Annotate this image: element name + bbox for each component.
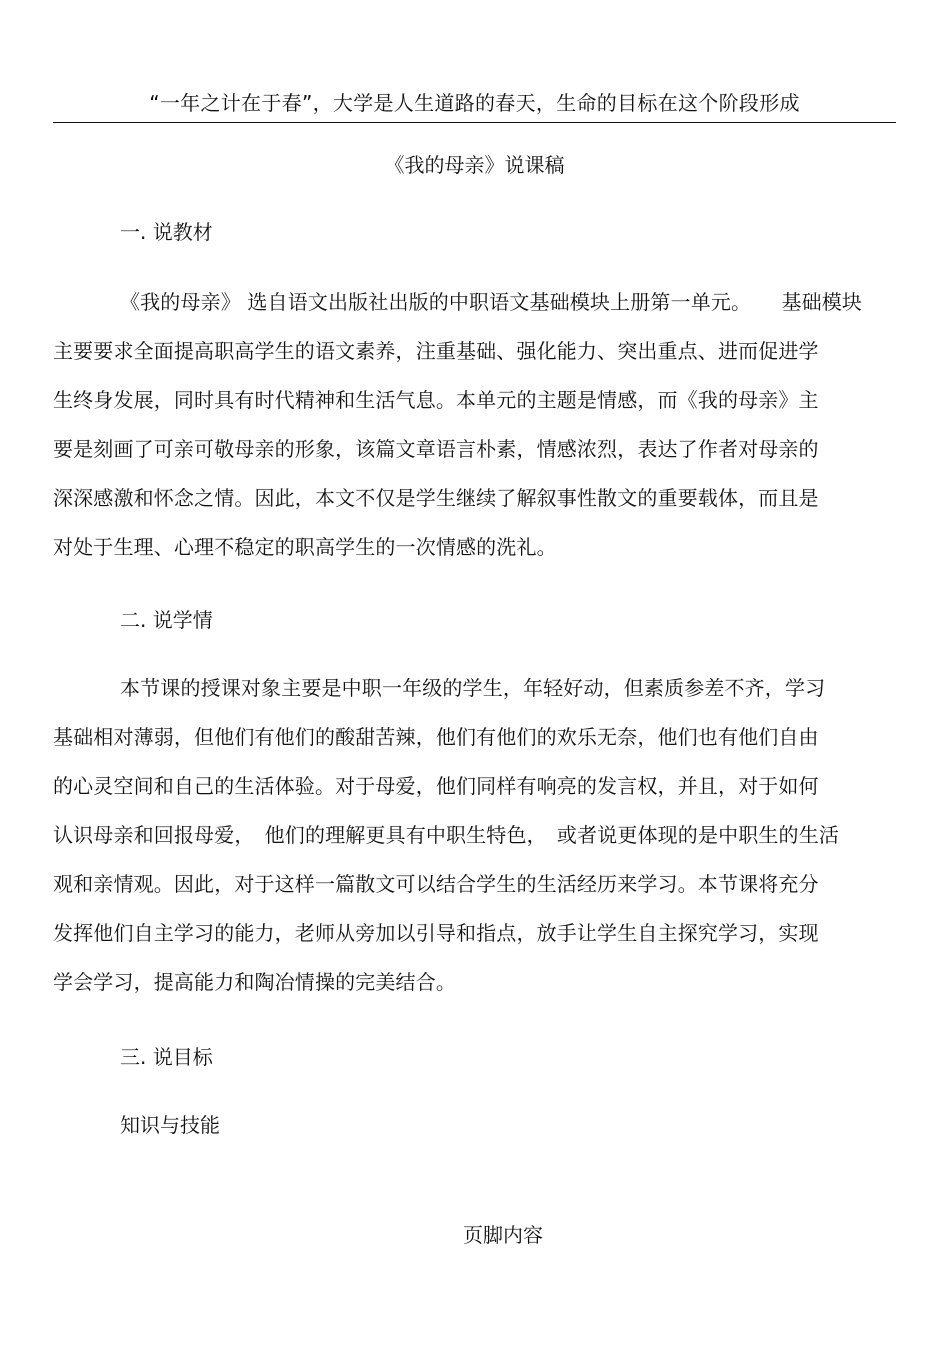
paragraph-line: 本节课的授课对象主要是中职一年级的学生，年轻好动，但素质参差不齐，学习 [120, 676, 826, 700]
document-title: 《我的母亲》说课稿 [384, 153, 565, 177]
paragraph-line: 深深感激和怀念之情。因此，本文不仅是学生继续了解叙事性散文的重要载体，而且是 [53, 486, 819, 510]
paragraph-line: 发挥他们自主学习的能力，老师从旁加以引导和指点，放手让学生自主探究学习，实现 [53, 921, 819, 945]
page-footer: 页脚内容 [463, 1223, 543, 1247]
section-heading-teaching-material: 一. 说教材 [120, 220, 213, 244]
paragraph-student-analysis [53, 673, 896, 1016]
paragraph-line: 认识母亲和回报母爱， 他们的理解更具有中职生特色， 或者说更体现的是中职生的生活 [53, 823, 839, 847]
paragraph-line: 学会学习，提高能力和陶冶情操的完美结合。 [53, 970, 456, 994]
paragraph-line: 要是刻画了可亲可敬母亲的形象，该篇文章语言朴素，情感浓烈，表达了作者对母亲的 [53, 437, 819, 461]
page-header: “一年之计在于春”，大学是人生道路的春天，生命的目标在这个阶段形成 [149, 91, 800, 115]
paragraph-line: 生终身发展，同时具有时代精神和生活气息。本单元的主题是情感，而《我的母亲》主 [53, 388, 819, 412]
subheading-knowledge-skills: 知识与技能 [120, 1113, 220, 1137]
paragraph-line: 主要要求全面提高职高学生的语文素养，注重基础、强化能力、突出重点、进而促进学 [53, 339, 819, 363]
paragraph-line: 基础相对薄弱，但他们有他们的酸甜苦辣，他们有他们的欢乐无奈，他们也有他们自由 [53, 725, 819, 749]
paragraph-line: 的心灵空间和自己的生活体验。对于母爱，他们同样有响亮的发言权，并且，对于如何 [53, 774, 819, 798]
section-heading-student-analysis: 二. 说学情 [120, 608, 213, 632]
paragraph-line: 《我的母亲》 选自语文出版社出版的中职语文基础模块上册第一单元。 基础模块 [120, 290, 863, 314]
paragraph-line: 对处于生理、心理不稳定的职高学生的一次情感的洗礼。 [53, 535, 557, 559]
section-heading-objectives: 三. 说目标 [120, 1045, 213, 1069]
header-divider [53, 122, 896, 123]
paragraph-line: 观和亲情观。因此，对于这样一篇散文可以结合学生的生活经历来学习。本节课将充分 [53, 872, 819, 896]
paragraph-teaching-material [53, 287, 896, 581]
